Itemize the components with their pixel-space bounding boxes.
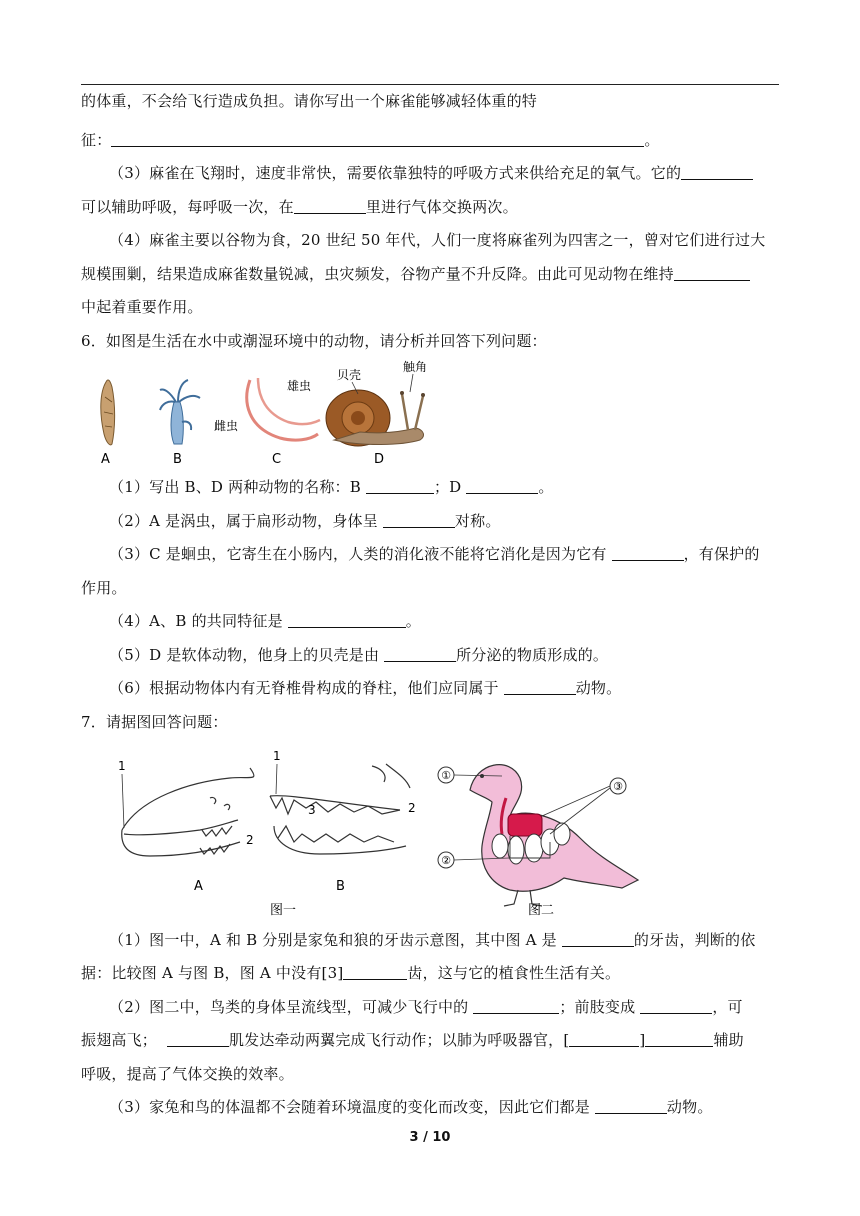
- q6-s5: [109, 645, 608, 665]
- fig1-caption: 图一: [270, 903, 297, 918]
- text: 动物。: [575, 679, 622, 697]
- q7-s2-line-3: [81, 1064, 294, 1084]
- answer-blank[interactable]: [384, 646, 456, 662]
- q5-p4-line-2: [81, 264, 750, 284]
- q6-s6: [109, 678, 621, 698]
- fig1-b-num3: 3: [308, 803, 316, 817]
- text: （6）根据动物体内有无脊椎骨构成的脊柱，他们应同属于: [109, 679, 499, 697]
- answer-blank[interactable]: [569, 1031, 639, 1047]
- fig2-label-2: ②: [441, 854, 451, 867]
- fig-label-d: D: [374, 452, 385, 467]
- q6-title: [81, 331, 547, 351]
- hydra-illustration: [160, 380, 200, 444]
- answer-blank[interactable]: [612, 545, 684, 561]
- text: （3）C 是蛔虫，它寄生在小肠内，人类的消化液不能将它消化是因为它有: [109, 545, 607, 563]
- q7-s1-line-2: [81, 963, 620, 983]
- answer-blank[interactable]: [288, 612, 406, 628]
- q6-s4: [109, 611, 421, 631]
- fig-label-shell: 贝壳: [337, 368, 362, 382]
- text: ；D: [433, 478, 462, 496]
- text: 所分泌的物质形成的。: [456, 646, 609, 664]
- text: 振翅高飞；: [81, 1031, 158, 1049]
- text: 6．如图是生活在水中或潮湿环境中的动物，请分析并回答下列问题：: [81, 332, 547, 350]
- text: （1）写出 B、D 两种动物的名称：B: [109, 478, 361, 496]
- text: （3）麻雀在飞翔时，速度非常快，需要依靠独特的呼吸方式来供给充足的氧气。它的: [109, 164, 682, 182]
- q5-p4-line-1: [109, 230, 765, 250]
- header-rule: [81, 84, 779, 85]
- text: 动物。: [666, 1098, 713, 1116]
- text: （4）A、B 的共同特征是: [109, 612, 283, 630]
- fig-label-b: B: [173, 452, 182, 467]
- q6-s3-line-2: [81, 578, 127, 598]
- text: 征：: [81, 131, 112, 149]
- text: 里进行气体交换两次。: [365, 198, 518, 216]
- text: 辅助: [713, 1031, 744, 1049]
- text: 对称。: [454, 512, 501, 530]
- text: 。: [405, 612, 421, 630]
- q7-s1-line-1: [109, 930, 755, 950]
- text: （1）图一中，A 和 B 分别是家兔和狼的牙齿示意图，其中图 A 是: [109, 931, 557, 949]
- q7-title: [81, 712, 228, 732]
- text: 中起着重要作用。: [81, 298, 203, 316]
- answer-blank[interactable]: [504, 679, 576, 695]
- q5-line-1: [81, 91, 537, 111]
- fig2-label-1: ①: [441, 769, 451, 782]
- fig2-label-3: ③: [613, 780, 623, 793]
- text: 的体重，不会给飞行造成负担。请你写出一个麻雀能够减轻体重的特: [81, 92, 538, 110]
- fig1-b-num1: 1: [273, 749, 281, 763]
- answer-blank[interactable]: [595, 1098, 667, 1114]
- text: 的牙齿，判断的依: [633, 931, 756, 949]
- q5-p3-line-1: [109, 163, 753, 183]
- text: 齿，这与它的植食性生活有关。: [407, 964, 621, 982]
- answer-blank[interactable]: [640, 998, 712, 1014]
- fig-label-male: 雄虫: [287, 379, 312, 393]
- text: 可以辅助呼吸，每呼吸一次，在: [81, 198, 294, 216]
- fig2-caption: 图二: [528, 903, 555, 918]
- answer-blank[interactable]: [167, 1031, 229, 1047]
- q6-figure: [90, 352, 450, 470]
- text: 据：比较图 A 与图 B，图 A 中没有[3]: [81, 964, 344, 982]
- fig-label-tentacle: 触角: [403, 360, 428, 374]
- text: （4）麻雀主要以谷物为食，20 世纪 50 年代，人们一度将麻雀列为四害之一，曾对它们进行过大: [109, 231, 766, 249]
- text: 作用。: [81, 579, 127, 597]
- text: 肌发达牵动两翼完成飞行动作；以肺为呼吸器官，[: [228, 1031, 570, 1049]
- fig1-label-a: A: [194, 879, 203, 894]
- answer-blank[interactable]: [681, 164, 753, 180]
- answer-blank[interactable]: [473, 998, 559, 1014]
- answer-blank[interactable]: [466, 478, 538, 494]
- text: 7．请据图回答问题：: [81, 713, 228, 731]
- fig1-b-num2: 2: [408, 801, 416, 815]
- fig1-label-b: B: [336, 879, 345, 894]
- text: ，可: [712, 998, 743, 1016]
- text: 。: [538, 478, 554, 496]
- wolf-jaws-diagram: [270, 764, 410, 854]
- fig-label-a: A: [101, 452, 110, 467]
- q7-s3: [109, 1097, 713, 1117]
- answer-blank[interactable]: [366, 478, 434, 494]
- planarian-illustration: [101, 380, 115, 445]
- text: ；前肢变成: [559, 998, 636, 1016]
- text: （5）D 是软体动物，他身上的贝壳是由: [109, 646, 380, 664]
- fig1-a-num1: 1: [118, 759, 126, 773]
- page-number: 3 / 10: [409, 1130, 451, 1145]
- text: ]: [639, 1031, 646, 1049]
- q7-s2-line-1: [109, 997, 743, 1017]
- rabbit-skull-diagram: [122, 768, 254, 856]
- text: 规模围剿，结果造成麻雀数量锐减，虫灾频发，谷物产量不升反降。由此可见动物在维持: [81, 265, 674, 283]
- answer-blank[interactable]: [343, 964, 407, 980]
- answer-blank[interactable]: [383, 512, 455, 528]
- q6-s3-line-1: [109, 544, 760, 564]
- text: 呼吸，提高了气体交换的效率。: [81, 1065, 294, 1083]
- answer-blank[interactable]: [645, 1031, 713, 1047]
- answer-blank[interactable]: [111, 131, 644, 147]
- answer-blank[interactable]: [562, 931, 634, 947]
- fig-label-c: C: [272, 452, 282, 467]
- text: （2）图二中，鸟类的身体呈流线型，可减少飞行中的: [109, 998, 469, 1016]
- q6-s2: [109, 511, 501, 531]
- answer-blank[interactable]: [674, 265, 750, 281]
- text: ，有保护的: [683, 545, 760, 563]
- fig-label-female: 雌虫: [214, 419, 239, 433]
- answer-blank[interactable]: [294, 198, 366, 214]
- text: 。: [644, 131, 660, 149]
- text: （3）家兔和鸟的体温都不会随着环境温度的变化而改变，因此它们都是: [109, 1098, 590, 1116]
- q6-s1: [109, 477, 554, 497]
- text: （2）A 是涡虫，属于扁形动物，身体呈: [109, 512, 378, 530]
- snail-illustration: [326, 390, 425, 446]
- q7-figure: [110, 738, 650, 922]
- q5-p3-line-2: [81, 197, 518, 217]
- q5-p4-line-3: [81, 297, 203, 317]
- q7-s2-line-2: [81, 1030, 744, 1050]
- q5-line-2: [81, 130, 660, 150]
- fig1-a-num2: 2: [246, 833, 254, 847]
